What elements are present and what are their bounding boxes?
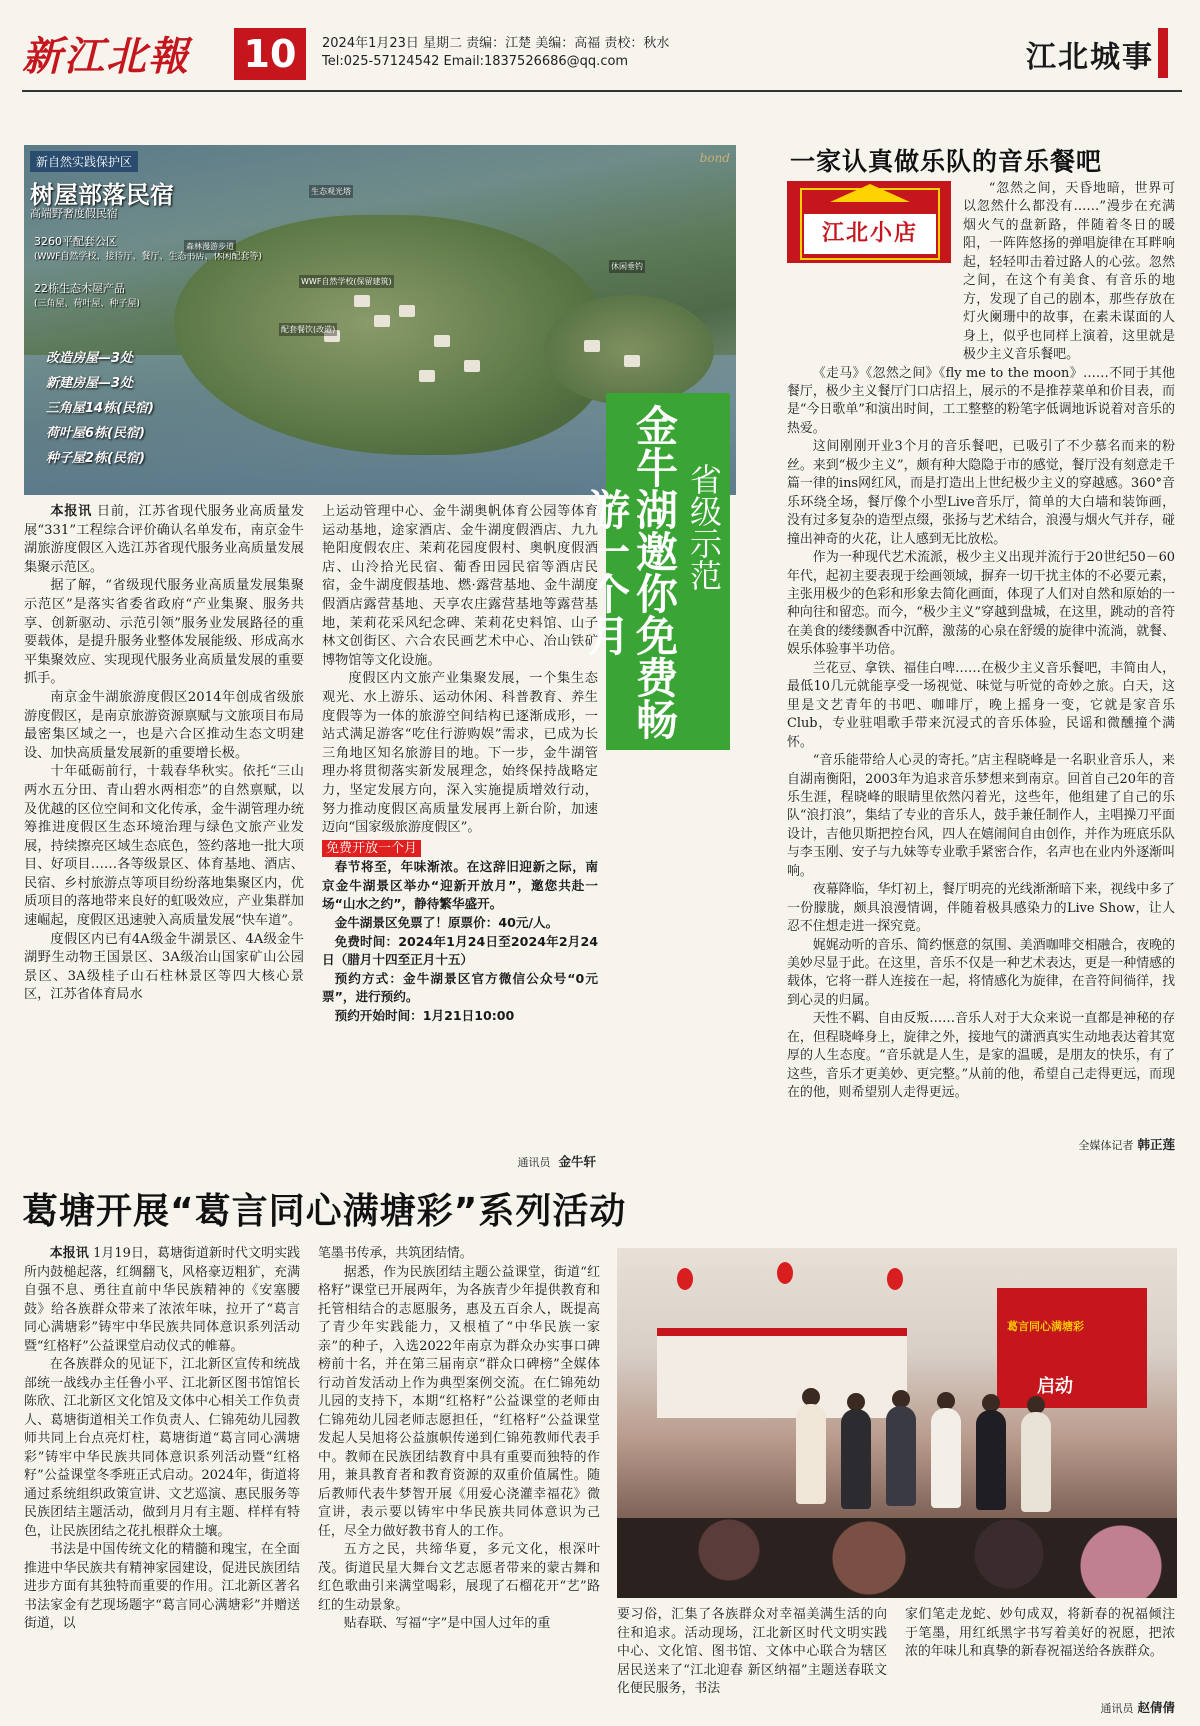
paragraph-text: 上运动管理中心、金牛湖奥帆体育公园等体育运动基地，途家酒店、金牛湖度假酒店、九九艳阳度假农庄、茉莉花园度假村、奥帆度假酒店、山泠拾光民宿、葡香田园民宿等酒店民宿，金牛湖度假基地、燃·露营基地、金牛湖度假酒店露营基地、天享农庄露营基地等露营基地，茉莉花采风纪念碑、茉莉花史料馆、山子林文创街区、六合农民画艺术中心、冶山铁矿博物馆等文化设施。 — [322, 504, 598, 668]
person — [886, 1406, 916, 1506]
cabin — [464, 360, 480, 372]
stat-cabins-note: (三角屋、荷叶屋、种子屋) — [34, 299, 141, 309]
paragraph-text: “音乐能带给人心灵的寄托。”店主程晓峰是一名职业音乐人，来自湖南衡阳，2003年为追求音乐梦想来到南京。回首自己20年的音乐生涯，程晓峰的眼睛里依然闪着光，这些年，他组建了自己的乐队“浪打浪”，集结了专业的音乐人，鼓手兼任制作人，主唱操刀平面设计，吉他贝斯把控台风，四人在嬉闹间自由创作，并作为班底乐队与李玉刚、安子与九妹等专业歌手紧密合作，名声也在业内外逐渐叫响。 — [787, 753, 1175, 879]
audience — [617, 1518, 1177, 1598]
photo-brand: bond — [699, 151, 730, 165]
count-item: 新建房屋—3处 — [46, 376, 134, 391]
bottom-article-col1 — [24, 1245, 300, 1634]
notice-line: 预约方式：金牛湖景区官方微信公众号“0元票”，进行预约。 — [322, 970, 598, 1005]
notice-line: 预约开始时间：1月21日10:00 — [334, 1008, 515, 1024]
paragraph-text: 贴春联、写福“字”是中国人过年的重 — [343, 1616, 551, 1631]
paragraph-text: “忽然之间，天昏地暗，世界可以忽然什么都没有……”漫步在充满烟火气的盘新路，伴随着冬日的暖阳，一阵阵悠扬的弹唱旋律在耳畔响起，轻轻叩击着过路人的心弦。忽然之间，在这个有美食、有音乐的地方，发现了自己的剧本，那些存放在灯火阑珊中的故事，在素未谋面的人身上，似乎也同样上演着，这里就是极少主义音乐餐吧。 — [963, 181, 1175, 363]
bottom-byline — [1000, 1698, 1175, 1716]
paragraph — [318, 1615, 600, 1634]
count-item: 改造房屋—3处 — [46, 351, 134, 366]
paragraph — [24, 503, 304, 577]
music-byline — [960, 1135, 1175, 1153]
stat-cabins — [34, 280, 140, 309]
paragraph — [787, 365, 1175, 439]
paragraph-text: 作为一种现代艺术流派，极少主义出现并流行于20世纪50－60年代，起初主要表现于绘画领域，摒弃一切干扰主体的不必要元素，主张用极少的色彩和形象去简化画面，体现了人们对自然和原始的一种向往和留恋。而今，“极少主义”穿越到盘城，在这里，跳动的音符在美食的缕缕飘香中沉醉，激荡的心泉在舒缓的旋律中流淌，就餐、娱乐体验事半功倍。 — [787, 550, 1175, 658]
lead-headline-box — [582, 393, 730, 750]
dateline: 本报讯 — [49, 1246, 89, 1261]
event-photo — [617, 1248, 1177, 1598]
bottom-article-col2 — [318, 1245, 600, 1634]
cabin — [354, 295, 370, 307]
bottom-article-col3 — [617, 1606, 887, 1699]
count-item: 三角屋14栋(民宿) — [46, 401, 154, 416]
paragraph — [24, 1356, 300, 1541]
issue-meta-line2: Tel:025-57124542 Email:1837526686@qq.com — [322, 54, 629, 69]
paragraph — [322, 503, 598, 670]
map-label: 生态观光塔 — [311, 187, 351, 196]
map-label: 配套餐饮(改造) — [281, 325, 336, 334]
bottom-article-col4 — [905, 1606, 1175, 1662]
paragraph — [787, 1010, 1175, 1102]
paragraph-text: 十年砥砺前行，十载春华秋实。依托“三山两水五分田、青山碧水两相恋”的自然禀赋，以及优越的区位空间和文化传承，金牛湖管理办统筹推进度假区生态环境治理与绿色文旅产业发展，持续擦亮区域生态底色，签约落地一批大项目、好项目……各等级景区、体育基地、酒店、民宿、乡村旅游点等项目纷纷落地集聚区内，优质项目的落地带来良好的虹吸效应，产业集群加速崛起，度假区迅速驶入高质量发展“快车道”。 — [24, 764, 304, 929]
bottom-headline: 葛塘开展“葛言同心满塘彩”系列活动 — [22, 1191, 627, 1232]
byline-name: 韩正莲 — [1137, 1137, 1175, 1152]
paragraph — [24, 763, 304, 930]
paragraph-text: 五方之民，共缔华夏，多元文化，根深叶茂。街道民星大舞台文艺志愿者带来的蒙古舞和红色歌曲引来满堂喝彩，展现了石榴花开“艺”路红的生动景象。 — [318, 1542, 600, 1613]
notice-line: 免费时间：2024年1月24日至2024年2月24日（腊月十四至正月十五） — [322, 933, 598, 968]
person — [1021, 1412, 1051, 1512]
paragraph — [787, 660, 1175, 752]
paragraph — [787, 549, 1175, 660]
section-name: 江北城事 — [1026, 40, 1154, 75]
lead-article-col2 — [322, 503, 598, 1026]
person — [931, 1408, 961, 1508]
paragraph-text: 要习俗，汇集了各族群众对幸福美满生活的向往和追求。活动现场，江北新区时代文明实践中心、文化馆、图书馆、文体中心联合为辖区居民送来了“江北迎春 新区纳福”主题送春联文化便民服务，书法 — [617, 1607, 887, 1696]
paragraph-text: 兰花豆、拿铁、福佳白啤……在极少主义音乐餐吧，丰简由人，最低10几元就能享受一场视觉、味觉与听觉的奇妙之旅。白天，这里是文艺青年的书吧、咖啡厅，晚上摇身一变，它就是家音乐Club，专业驻唱歌手带来沉浸式的音乐体验，民谣和微醺撞个满怀。 — [787, 660, 1175, 750]
person — [796, 1404, 826, 1504]
cabin — [374, 315, 390, 327]
zone-badge: 新自然实践保护区 — [30, 151, 138, 172]
notice-line: 金牛湖景区免票了！原票价：40元/人。 — [334, 915, 559, 931]
paragraph-text: 这间刚刚开业3个月的音乐餐吧，已吸引了不少慕名而来的粉丝。来到“极少主义”，颇有种大隐隐于市的感觉，餐厅没有刻意走千篇一律的ins网红风，而是打造出上世纪极少主义的穿越感。360°音乐环绕全场，餐厅像个小型Live音乐厅，简单的大白墙和装饰画，没有过多复杂的造型点缀，张扬与艺术结合，浪漫与烟火气并存，碰撞出神奇的火花，让人感到无比放松。 — [787, 439, 1175, 547]
paragraph — [318, 1541, 600, 1615]
paragraph — [905, 1606, 1175, 1662]
paragraph-text: 在各族群众的见证下，江北新区宣传和统战部统一战线办主任鲁小平、江北新区图书馆馆长陈欣、江北新区文化馆及文体中心相关工作负责人、葛塘街道相关工作负责人、仁锦苑幼儿园教师共同上台点亮灯柱，葛塘街道“葛言同心满塘彩”铸牢中华民族共同体意识系列活动暨“红格籽”公益课堂冬季班正式启动。2024年，街道将通过系统组织政策宣讲、文艺巡演、惠民服务等民族团结主题活动，做到月月有主题、样样有特色，让民族团结之花扎根群众土壤。 — [24, 1357, 300, 1539]
byline-name: 赵倩倩 — [1137, 1700, 1175, 1715]
header-rule — [22, 90, 1182, 92]
lantern-icon — [887, 1268, 903, 1290]
exhibit-board — [657, 1328, 907, 1418]
paragraph — [318, 1245, 600, 1264]
paragraph-text: 书法是中国传统文化的精髓和瑰宝，在全面推进中华民族共有精神家园建设，促进民族团结进步方面有其独特而重要的作用。江北新区著名书法家金有艺现场题字“葛言同心满塘彩”并赠送街道，以 — [24, 1542, 300, 1631]
paragraph — [24, 689, 304, 763]
store-label: 江北小店 — [804, 214, 936, 254]
paragraph-text: 日前，江苏省现代服务业高质量发展“331”工程综合评价确认名单发布，南京金牛湖旅游度假区入选江苏省现代服务业高质量发展集聚示范区。 — [24, 504, 305, 575]
paragraph-text: 据悉，作为民族团结主题公益课堂，街道“红格籽”课堂已开展两年，为各族青少年提供教育和托管相结合的志愿服务，惠及五百余人，既提高了青少年实践能力，又根植了“中华民族一家亲”的种子，入选2022年南京为群众办实事口碑榜前十名，并在第三届南京“群众口碑榜”全媒体行动首发活动上作为典型案例交流。在仁锦苑幼儿园的支持下，本期“红格籽”公益课堂的老师由仁锦苑幼儿园老师志愿担任，“红格籽”公益课堂发起人吴旭将公益旗帜传递到仁锦苑教师代表手中。教师在民族团结教育中具有重要而独特的作用，兼具教育者和教育资源的双重价值属性。随后教师代表牛梦智开展《用爱心浇灌幸福花》微宣讲，表示要以铸牢中华民族共同体意识为己任，尽全力做好教书育人的工作。 — [318, 1264, 600, 1539]
notice-line: 春节将至，年味渐浓。在这辞旧迎新之际，南京金牛湖景区举办“迎新开放月”，邀您共赴一场“山水之约”，静待繁华盛开。 — [322, 859, 598, 912]
lantern-icon — [677, 1268, 693, 1290]
paragraph — [617, 1606, 887, 1699]
page-number: 10 — [234, 28, 306, 80]
paragraph-text: 度假区内已有4A级金牛湖景区、4A级金牛湖野生动物王国景区、3A级冶山国家矿山公园景区、3A级桂子山石柱林景区等四大核心景区，江苏省体育局水 — [24, 931, 304, 1003]
paragraph-text: 据了解，“省级现代服务业高质量发展集聚示范区”是落实省委省政府“产业集聚、服务共享、创新驱动、示范引领”服务业发展路径的重要载体，是提升服务业整体发展能级、形成高水平集聚效应、实现现代服务业高质量发展的重要抓手。 — [24, 578, 304, 687]
notice-text — [322, 858, 598, 1025]
paragraph — [318, 1264, 600, 1542]
byline-name: 金牛轩 — [558, 1154, 596, 1169]
paragraph — [24, 1541, 300, 1634]
paragraph — [787, 881, 1175, 936]
count-item: 荷叶屋6栋(民宿) — [46, 426, 145, 441]
issue-meta-line1: 2024年1月23日 星期二 责编：江楚 美编：高福 责校：秋水 — [322, 36, 670, 51]
paragraph-text: 1月19日，葛塘街道新时代文明实践所内鼓槌起落，红绸翻飞，风格豪迈粗犷，充满自强不息、勇往直前中华民族精神的《安塞腰鼓》给各族群众带来了浓浓年味，拉开了“葛言同心满塘彩”铸牢中华民族共同体意识系列活动暨“红格籽”公益课堂启动仪式的帷幕。 — [24, 1246, 301, 1354]
notice-tag: 免费开放一个月 — [322, 840, 421, 857]
lead-subheadline: 省级示范 — [685, 463, 723, 591]
island-small — [544, 295, 714, 405]
cabin — [434, 335, 450, 347]
stage-start-text: 启动 — [1037, 1376, 1073, 1397]
byline-role: 通讯员 — [517, 1156, 551, 1169]
newspaper-logo: 新江北報 — [22, 33, 190, 80]
count-item: 种子屋2栋(民宿) — [46, 451, 145, 466]
music-article-body — [787, 180, 1175, 1103]
paragraph-text: 天性不羁、自由反叛……音乐人对于大众来说一直都是神秘的存在，但程晓峰身上，旋律之外，接地气的潇洒真实生动地表达着其宽厚的人生态度。“音乐就是人生，是家的温暖，是朋友的快乐，有了这些，音乐才更美妙、更完整。”从前的他，希望自己走得更远，而现在的他，则希望别人走得更远。 — [787, 1011, 1175, 1101]
paragraph — [24, 1245, 300, 1356]
paragraph-text: 笔墨书传承，共筑团结情。 — [318, 1246, 473, 1261]
photo-title: 树屋部落民宿 — [30, 181, 174, 209]
notice-block — [322, 840, 598, 1026]
cabin — [399, 305, 415, 317]
paragraph — [787, 937, 1175, 1011]
cabin — [419, 370, 435, 382]
stat-public-area-note: (WWF自然学校、接待厅、餐厅、生态书店、休闲配套等) — [34, 252, 262, 262]
paragraph-text: 南京金牛湖旅游度假区2014年创成省级旅游度假区，是南京旅游资源禀赋与文旅项目布局最密集区域之一，也是六合区推动生态文明建设、加快高质量发展新的重要增长极。 — [24, 689, 304, 761]
lead-headline: 金牛湖邀你免费畅游一个月 — [582, 403, 679, 740]
dateline: 本报讯 — [50, 504, 92, 519]
paragraph — [24, 931, 304, 1005]
paragraph — [787, 438, 1175, 549]
paragraph — [787, 752, 1175, 881]
byline-role: 通讯员 — [1100, 1702, 1134, 1715]
map-label: 休闲垂钓 — [611, 262, 643, 271]
lead-byline — [440, 1152, 596, 1170]
person — [976, 1410, 1006, 1510]
music-article-title: 一家认真做乐队的音乐餐吧 — [790, 147, 1103, 176]
person — [841, 1409, 871, 1509]
paragraph-text: 娓娓动听的音乐、简约惬意的氛围、美酒咖啡交相融合，夜晚的美妙尽显于此。在这里，音乐不仅是一种艺术表达，更是一种情感的载体，它将一群人连接在一起，将情感化为旋律，在音符间徜徉，找到心灵的归属。 — [787, 937, 1175, 1008]
paragraph-text: 度假区内文旅产业集聚发展，一个集生态观光、水上游乐、运动休闲、科普教育、养生度假等为一体的旅游空间结构已逐渐成形，一站式满足游客“吃住行游购娱”需求，已成为长三角地区知名旅游目的地。下一步，金牛湖管理办将贯彻落实新发展理念，始终保持战略定力，坚定发展方向，深入实施提质增效行动，努力推动度假区高质量发展再上新台阶，加速迈向“国家级旅游度假区”。 — [322, 671, 598, 836]
paragraph-text: 《走马》《忽然之间》《fly me to the moon》……不同于其他餐厅，极少主义餐厅门口店招上，展示的不是推荐菜单和价目表，而是“今日歌单”和演出时间，工工整整的粉笔字低调地诉说着对音乐的热爱。 — [787, 365, 1175, 436]
photo-subtitle: 高端野奢度假民宿 — [30, 207, 118, 220]
stage-backdrop — [997, 1288, 1147, 1408]
stage-banner-text: 葛言同心满塘彩 — [1007, 1320, 1084, 1333]
paragraph — [24, 577, 304, 689]
map-label: WWF自然学校(保留建筑) — [301, 277, 392, 286]
stat-cabins-label: 22栋生态木屋产品 — [34, 282, 125, 295]
paragraph — [322, 670, 598, 837]
byline-role: 全媒体记者 — [1078, 1139, 1134, 1152]
paragraph-text: 夜幕降临，华灯初上，餐厅明亮的光线渐渐暗下来，视线中多了一份朦胧，颇具浪漫情调，伴随着极具感染力的Live Show，让人忍不住想走进一探究竟。 — [787, 882, 1175, 935]
cabin — [624, 355, 640, 367]
stat-public-area-label: 3260平配套公区 — [34, 235, 117, 248]
section-bar — [1158, 28, 1168, 78]
masthead — [22, 28, 1182, 92]
cabin — [584, 340, 600, 352]
map-label: 森林漫游步道 — [186, 242, 234, 251]
paragraph-text: 家们笔走龙蛇、妙句成双，将新春的祝福倾注于笔墨，用红纸黑字书写着美好的祝愿，把浓浓的年味儿和真挚的新春祝福送给各族群众。 — [905, 1607, 1175, 1659]
lead-article-col1 — [24, 503, 304, 1005]
paragraph — [963, 180, 1175, 365]
lantern-icon — [777, 1262, 793, 1284]
